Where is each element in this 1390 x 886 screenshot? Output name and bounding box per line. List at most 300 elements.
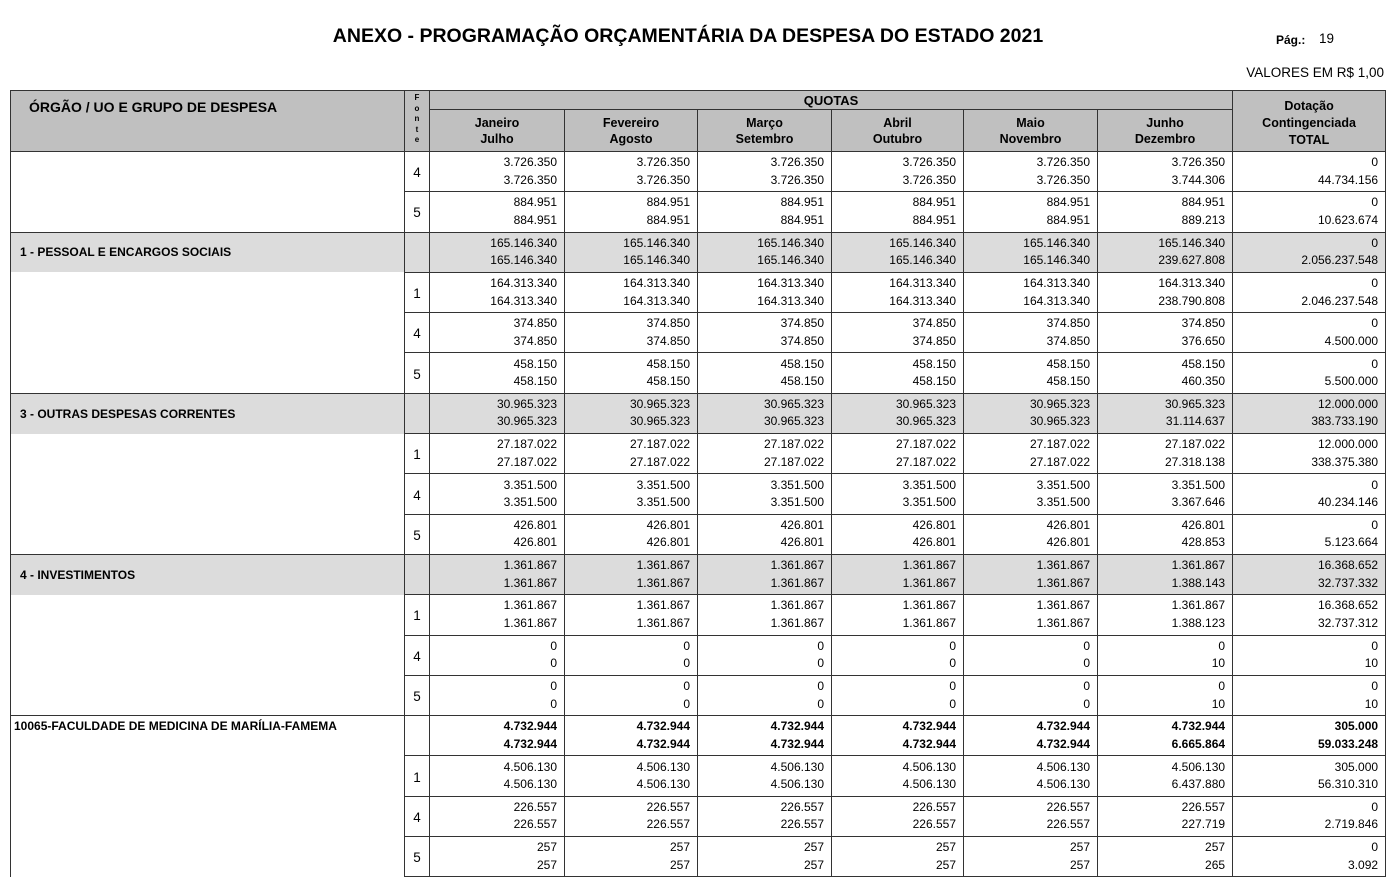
quota-cell xyxy=(964,756,1098,796)
total-cell xyxy=(1233,716,1386,756)
total-header-line-3: TOTAL xyxy=(1288,132,1330,147)
quota-cell xyxy=(832,152,964,192)
second-semester-value: 3.726.350 xyxy=(636,172,690,187)
first-semester-value: 0 xyxy=(1218,679,1226,693)
first-semester-value: 1.361.867 xyxy=(1171,558,1226,573)
first-semester-value: 226.557 xyxy=(912,799,956,814)
org-cell xyxy=(11,514,405,554)
fonte-row xyxy=(11,353,1386,393)
total-cell xyxy=(1233,675,1386,715)
second-semester-value: 3.726.350 xyxy=(902,172,956,187)
quota-cell xyxy=(964,313,1098,353)
quota-cell xyxy=(964,716,1098,756)
expense-group-row xyxy=(11,232,1386,272)
second-semester-value: 3.744.306 xyxy=(1171,172,1226,187)
contingenciada-value: 12.000.000 xyxy=(1318,396,1379,411)
second-semester-value: 165.146.340 xyxy=(490,253,557,268)
total-cell xyxy=(1233,192,1386,232)
first-semester-value: 0 xyxy=(1083,638,1090,653)
second-semester-value: 374.850 xyxy=(513,333,557,348)
quota-cell xyxy=(430,514,565,554)
fonte-cell xyxy=(405,393,430,433)
second-semester-value: 257 xyxy=(536,857,557,872)
second-semester-value: 6.665.864 xyxy=(1171,736,1226,751)
column-header-month xyxy=(1098,110,1233,152)
second-semester-value: 884.951 xyxy=(1046,212,1090,227)
total-cell xyxy=(1233,837,1386,877)
quota-cell xyxy=(430,313,565,353)
total-cell xyxy=(1233,393,1386,433)
org-cell xyxy=(11,192,405,232)
first-semester-value: 4.506.130 xyxy=(503,759,557,774)
quota-cell xyxy=(832,514,964,554)
quota-cell xyxy=(832,837,964,877)
report-title: ANEXO - PROGRAMAÇÃO ORÇAMENTÁRIA DA DESPESA DO ESTADO 2021 xyxy=(332,25,1044,47)
first-semester-value: 458.150 xyxy=(1046,356,1090,371)
first-semester-value: 884.951 xyxy=(912,195,956,210)
first-semester-value: 0 xyxy=(817,679,824,693)
contingenciada-value: 0 xyxy=(1371,276,1379,291)
quota-cell xyxy=(565,313,698,353)
quota-cell xyxy=(1098,837,1233,877)
first-semester-value: 0 xyxy=(949,679,956,693)
first-semester-value: 458.150 xyxy=(912,356,956,371)
quota-cell xyxy=(698,675,832,715)
quota-cell xyxy=(565,837,698,877)
second-semester-value: 458.150 xyxy=(513,374,557,389)
second-semester-value: 426.801 xyxy=(513,535,557,550)
first-semester-value: 4.506.130 xyxy=(902,759,956,774)
org-cell xyxy=(11,756,405,796)
second-semester-value: 374.850 xyxy=(912,333,956,348)
second-semester-value: 458.150 xyxy=(912,374,956,389)
quota-cell xyxy=(832,232,964,272)
first-semester-value: 3.726.350 xyxy=(503,155,557,170)
budget-unit-row xyxy=(11,716,1386,756)
quota-cell xyxy=(698,474,832,514)
column-header-fonte xyxy=(405,91,430,152)
total-value: 32.737.312 xyxy=(1318,615,1379,630)
org-cell: 1 - PESSOAL E ENCARGOS SOCIAIS xyxy=(11,232,405,272)
total-cell xyxy=(1233,595,1386,635)
quota-cell xyxy=(1098,675,1233,715)
column-header-month xyxy=(832,110,964,152)
second-semester-value: 27.187.022 xyxy=(629,454,690,469)
contingenciada-value: 0 xyxy=(1371,799,1379,814)
second-semester-value: 1.361.867 xyxy=(636,615,690,630)
second-semester-value: 226.557 xyxy=(912,817,956,832)
quota-cell xyxy=(430,232,565,272)
second-semester-value: 1.361.867 xyxy=(902,615,956,630)
second-semester-value: 458.150 xyxy=(1046,374,1090,389)
total-cell xyxy=(1233,232,1386,272)
quota-cell xyxy=(565,514,698,554)
second-semester-value: 0 xyxy=(949,696,956,711)
first-semester-value: 1.361.867 xyxy=(1171,598,1226,613)
second-semester-value: 3.726.350 xyxy=(770,172,824,187)
org-cell xyxy=(11,152,405,192)
first-semester-value: 257 xyxy=(1205,840,1226,855)
contingenciada-value: 0 xyxy=(1371,679,1379,693)
first-semester-value: 3.726.350 xyxy=(636,155,690,170)
quota-cell xyxy=(1098,635,1233,675)
contingenciada-value: 12.000.000 xyxy=(1318,437,1379,452)
second-semester-value: 0 xyxy=(550,656,557,671)
quota-cell xyxy=(698,554,832,594)
quota-cell xyxy=(698,272,832,312)
first-semester-value: 164.313.340 xyxy=(1158,276,1226,291)
first-semester-value: 0 xyxy=(817,638,824,653)
first-semester-value: 426.801 xyxy=(646,517,690,532)
quota-cell xyxy=(964,353,1098,393)
first-semester-value: 1.361.867 xyxy=(902,558,956,573)
total-value: 4.500.000 xyxy=(1324,333,1379,348)
first-semester-value: 374.850 xyxy=(1181,316,1226,331)
second-semester-value: 10 xyxy=(1211,656,1226,671)
second-semester-value: 426.801 xyxy=(912,535,956,550)
second-semester-value: 164.313.340 xyxy=(889,293,956,308)
expense-group-row xyxy=(11,393,1386,433)
quota-cell xyxy=(1098,796,1233,836)
second-semester-value: 165.146.340 xyxy=(1023,253,1090,268)
quota-cell xyxy=(832,192,964,232)
contingenciada-value: 0 xyxy=(1371,235,1379,250)
quota-cell xyxy=(565,232,698,272)
quota-cell xyxy=(565,393,698,433)
quota-cell xyxy=(1098,313,1233,353)
quota-cell xyxy=(964,232,1098,272)
first-semester-value: 1.361.867 xyxy=(1036,558,1090,573)
first-semester-value: 3.726.350 xyxy=(770,155,824,170)
quota-cell xyxy=(430,434,565,474)
first-semester-value: 27.187.022 xyxy=(1029,437,1090,452)
quota-cell xyxy=(964,837,1098,877)
second-semester-value: 4.506.130 xyxy=(503,777,557,792)
first-semester-value: 458.150 xyxy=(513,356,557,371)
first-semester-value: 226.557 xyxy=(513,799,557,814)
first-semester-value: 426.801 xyxy=(1046,517,1090,532)
contingenciada-value: 305.000 xyxy=(1334,719,1379,734)
quota-cell xyxy=(565,756,698,796)
second-semester-value: 30.965.323 xyxy=(629,414,690,429)
total-value: 40.234.146 xyxy=(1318,495,1379,510)
month-header-first-semester: Janeiro xyxy=(474,115,520,130)
first-semester-value: 27.187.022 xyxy=(763,437,824,452)
quota-cell xyxy=(964,152,1098,192)
total-value: 5.500.000 xyxy=(1324,374,1379,389)
second-semester-value: 1.361.867 xyxy=(1036,615,1090,630)
fonte-letter: n xyxy=(414,114,420,123)
quota-cell xyxy=(698,514,832,554)
total-value: 10 xyxy=(1364,656,1379,671)
second-semester-value: 1.361.867 xyxy=(1036,575,1090,590)
second-semester-value: 0 xyxy=(817,696,824,711)
second-semester-value: 0 xyxy=(1083,696,1090,711)
second-semester-value: 165.146.340 xyxy=(889,253,956,268)
quota-cell xyxy=(832,474,964,514)
first-semester-value: 0 xyxy=(550,679,557,693)
fonte-row xyxy=(11,796,1386,836)
second-semester-value: 884.951 xyxy=(646,212,690,227)
page-number: 19 xyxy=(1319,31,1335,46)
quota-cell xyxy=(1098,554,1233,594)
first-semester-value: 374.850 xyxy=(513,316,557,331)
quota-cell xyxy=(565,796,698,836)
second-semester-value: 374.850 xyxy=(646,333,690,348)
quota-cell xyxy=(698,716,832,756)
first-semester-value: 1.361.867 xyxy=(902,598,956,613)
fonte-row xyxy=(11,837,1386,877)
fonte-letter: e xyxy=(414,135,420,144)
quota-cell xyxy=(964,474,1098,514)
second-semester-value: 1.361.867 xyxy=(902,575,956,590)
quota-cell xyxy=(964,635,1098,675)
expense-group-row xyxy=(11,554,1386,594)
first-semester-value: 4.732.944 xyxy=(503,719,557,734)
quota-cell xyxy=(698,353,832,393)
contingenciada-value: 0 xyxy=(1371,840,1379,855)
quota-cell xyxy=(1098,595,1233,635)
first-semester-value: 374.850 xyxy=(1046,316,1090,331)
org-cell xyxy=(11,434,405,474)
first-semester-value: 165.146.340 xyxy=(889,235,956,250)
second-semester-value: 0 xyxy=(1083,656,1090,671)
quota-cell xyxy=(832,756,964,796)
first-semester-value: 4.732.944 xyxy=(902,719,956,734)
fonte-row xyxy=(11,192,1386,232)
first-semester-value: 3.726.350 xyxy=(1171,155,1226,170)
first-semester-value: 30.965.323 xyxy=(629,396,690,411)
total-cell xyxy=(1233,313,1386,353)
quota-cell xyxy=(698,796,832,836)
quota-cell xyxy=(430,272,565,312)
total-value: 44.734.156 xyxy=(1318,172,1379,187)
second-semester-value: 884.951 xyxy=(513,212,557,227)
quota-cell xyxy=(1098,474,1233,514)
second-semester-value: 6.437.880 xyxy=(1171,777,1226,792)
quota-cell xyxy=(430,756,565,796)
first-semester-value: 257 xyxy=(935,840,956,855)
quota-cell xyxy=(698,192,832,232)
second-semester-value: 30.965.323 xyxy=(496,414,557,429)
second-semester-value: 0 xyxy=(949,656,956,671)
first-semester-value: 0 xyxy=(1083,679,1090,693)
second-semester-value: 226.557 xyxy=(513,817,557,832)
first-semester-value: 4.732.944 xyxy=(770,719,824,734)
second-semester-value: 164.313.340 xyxy=(490,293,557,308)
second-semester-value: 4.506.130 xyxy=(770,777,824,792)
quota-cell xyxy=(565,635,698,675)
fonte-row xyxy=(11,434,1386,474)
column-header-month xyxy=(964,110,1098,152)
fonte-row xyxy=(11,756,1386,796)
second-semester-value: 1.361.867 xyxy=(503,615,557,630)
page-label: Pág.: xyxy=(1276,33,1306,47)
fonte-cell: 1 xyxy=(405,595,430,635)
first-semester-value: 884.951 xyxy=(1181,195,1226,210)
fonte-row xyxy=(11,313,1386,353)
contingenciada-value: 0 xyxy=(1371,638,1379,653)
contingenciada-value: 0 xyxy=(1371,356,1379,371)
quota-cell xyxy=(565,192,698,232)
quota-cell xyxy=(565,716,698,756)
quota-cell xyxy=(565,434,698,474)
first-semester-value: 1.361.867 xyxy=(503,558,557,573)
second-semester-value: 257 xyxy=(803,857,824,872)
quota-cell xyxy=(832,393,964,433)
quota-cell xyxy=(698,152,832,192)
first-semester-value: 27.187.022 xyxy=(1165,437,1226,452)
column-header-month xyxy=(698,110,832,152)
second-semester-value: 4.506.130 xyxy=(1036,777,1090,792)
contingenciada-value: 0 xyxy=(1371,155,1379,170)
first-semester-value: 165.146.340 xyxy=(623,235,690,250)
total-cell xyxy=(1233,152,1386,192)
first-semester-value: 1.361.867 xyxy=(770,558,824,573)
first-semester-value: 426.801 xyxy=(912,517,956,532)
second-semester-value: 0 xyxy=(817,656,824,671)
total-value: 2.056.237.548 xyxy=(1301,253,1379,268)
column-header-month xyxy=(565,110,698,152)
first-semester-value: 1.361.867 xyxy=(770,598,824,613)
org-cell: 3 - OUTRAS DESPESAS CORRENTES xyxy=(11,393,405,433)
first-semester-value: 374.850 xyxy=(912,316,956,331)
second-semester-value: 239.627.808 xyxy=(1158,253,1226,268)
first-semester-value: 165.146.340 xyxy=(490,235,557,250)
second-semester-value: 4.732.944 xyxy=(503,736,557,751)
first-semester-value: 1.361.867 xyxy=(636,598,690,613)
total-value: 383.733.190 xyxy=(1311,414,1379,429)
second-semester-value: 1.361.867 xyxy=(503,575,557,590)
quota-cell xyxy=(698,635,832,675)
first-semester-value: 1.361.867 xyxy=(1036,598,1090,613)
second-semester-value: 164.313.340 xyxy=(623,293,690,308)
org-cell xyxy=(11,675,405,715)
table-body xyxy=(11,152,1386,877)
org-cell xyxy=(11,837,405,877)
total-value: 2.046.237.548 xyxy=(1301,293,1379,308)
second-semester-value: 165.146.340 xyxy=(623,253,690,268)
second-semester-value: 884.951 xyxy=(780,212,824,227)
month-header-first-semester: Abril xyxy=(883,115,912,130)
quota-cell xyxy=(1098,393,1233,433)
fonte-row xyxy=(11,675,1386,715)
quota-cell xyxy=(1098,272,1233,312)
second-semester-value: 376.650 xyxy=(1181,333,1226,348)
quota-cell xyxy=(565,554,698,594)
fonte-row xyxy=(11,595,1386,635)
quota-cell xyxy=(832,635,964,675)
second-semester-value: 458.150 xyxy=(780,374,824,389)
column-header-total xyxy=(1233,91,1386,152)
second-semester-value: 30.965.323 xyxy=(1029,414,1090,429)
first-semester-value: 884.951 xyxy=(646,195,690,210)
fonte-letter: t xyxy=(415,124,419,134)
first-semester-value: 4.732.944 xyxy=(636,719,690,734)
quota-cell xyxy=(565,595,698,635)
second-semester-value: 3.351.500 xyxy=(770,495,824,510)
second-semester-value: 3.351.500 xyxy=(1036,495,1090,510)
fonte-letter: o xyxy=(414,103,420,113)
month-header-first-semester: Março xyxy=(746,115,783,130)
total-value: 5.123.664 xyxy=(1324,535,1379,550)
first-semester-value: 226.557 xyxy=(646,799,690,814)
total-cell xyxy=(1233,474,1386,514)
fonte-row xyxy=(11,474,1386,514)
first-semester-value: 374.850 xyxy=(646,316,690,331)
quota-cell xyxy=(430,554,565,594)
quota-cell xyxy=(964,393,1098,433)
first-semester-value: 165.146.340 xyxy=(757,235,824,250)
quota-cell xyxy=(430,393,565,433)
quota-cell xyxy=(964,554,1098,594)
quota-cell xyxy=(1098,192,1233,232)
contingenciada-value: 0 xyxy=(1371,316,1379,331)
quota-cell xyxy=(430,353,565,393)
total-value: 10.623.674 xyxy=(1318,212,1379,227)
second-semester-value: 164.313.340 xyxy=(1023,293,1090,308)
first-semester-value: 3.351.500 xyxy=(902,477,956,492)
second-semester-value: 165.146.340 xyxy=(757,253,824,268)
quota-cell xyxy=(1098,716,1233,756)
quota-cell xyxy=(565,353,698,393)
fonte-cell: 1 xyxy=(405,756,430,796)
second-semester-value: 226.557 xyxy=(780,817,824,832)
second-semester-value: 3.351.500 xyxy=(503,495,557,510)
quota-cell xyxy=(1098,353,1233,393)
second-semester-value: 265 xyxy=(1205,857,1226,872)
org-cell xyxy=(11,272,405,312)
first-semester-value: 165.146.340 xyxy=(1158,235,1226,250)
second-semester-value: 27.318.138 xyxy=(1165,454,1226,469)
second-semester-value: 226.557 xyxy=(1046,817,1090,832)
fonte-cell: 4 xyxy=(405,474,430,514)
second-semester-value: 30.965.323 xyxy=(895,414,956,429)
second-semester-value: 426.801 xyxy=(646,535,690,550)
first-semester-value: 0 xyxy=(550,638,557,653)
second-semester-value: 4.732.944 xyxy=(1036,736,1090,751)
contingenciada-value: 16.368.652 xyxy=(1318,558,1379,573)
first-semester-value: 3.351.500 xyxy=(1171,477,1226,492)
fonte-cell: 5 xyxy=(405,675,430,715)
fonte-cell xyxy=(405,232,430,272)
total-value: 32.737.332 xyxy=(1318,575,1379,590)
first-semester-value: 30.965.323 xyxy=(895,396,956,411)
first-semester-value: 1.361.867 xyxy=(636,558,690,573)
quota-cell xyxy=(1098,756,1233,796)
second-semester-value: 4.732.944 xyxy=(770,736,824,751)
column-header-quotas: QUOTAS xyxy=(430,91,1233,110)
first-semester-value: 164.313.340 xyxy=(757,276,824,291)
second-semester-value: 3.351.500 xyxy=(636,495,690,510)
quota-cell xyxy=(698,756,832,796)
first-semester-value: 884.951 xyxy=(513,195,557,210)
fonte-cell: 4 xyxy=(405,313,430,353)
contingenciada-value: 305.000 xyxy=(1334,759,1379,774)
org-cell: 4 - INVESTIMENTOS xyxy=(11,554,405,594)
quota-cell xyxy=(1098,152,1233,192)
first-semester-value: 0 xyxy=(1218,638,1226,653)
contingenciada-value: 0 xyxy=(1371,517,1379,532)
quota-cell xyxy=(698,313,832,353)
first-semester-value: 30.965.323 xyxy=(496,396,557,411)
second-semester-value: 426.801 xyxy=(1046,535,1090,550)
quota-cell xyxy=(832,675,964,715)
month-header-second-semester: Outubro xyxy=(872,131,923,146)
fonte-cell: 5 xyxy=(405,514,430,554)
second-semester-value: 257 xyxy=(1069,857,1090,872)
quota-cell xyxy=(964,192,1098,232)
